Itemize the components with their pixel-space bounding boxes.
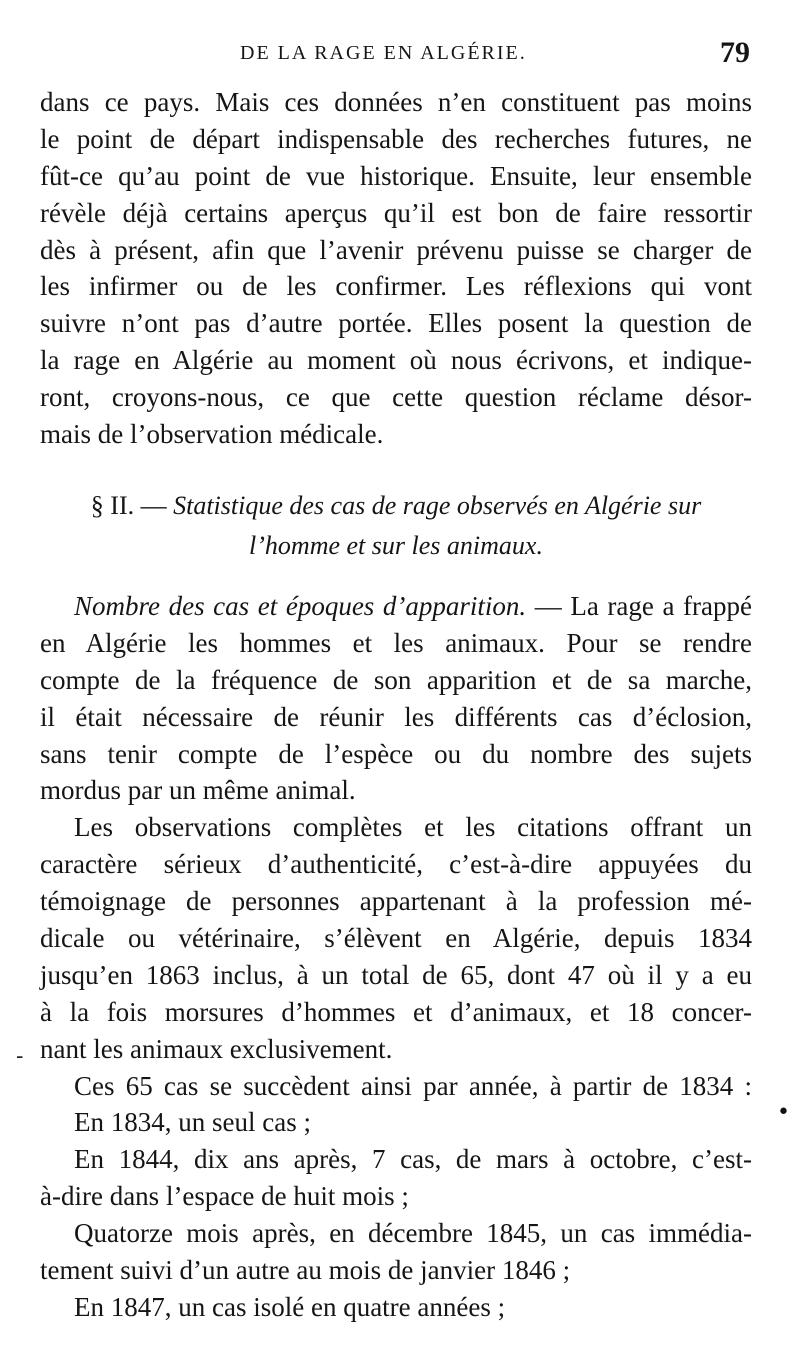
text-line: Les observations complètes et les citations offrant un — [74, 812, 752, 843]
text-line: fût-ce qu’au point de vue historique. Ensuite, leur ensemble — [40, 160, 752, 191]
text-line: dans ce pays. Mais ces données n’en constituent pas moins — [40, 87, 752, 117]
text-line: ront, croyons-nous, ce que cette question réclame désor- — [40, 382, 752, 413]
text-line: à-dire dans l’espace de huit mois ; — [40, 1181, 409, 1212]
text-line — [40, 588, 752, 625]
text-line: suivre n’ont pas d’autre portée. Elles posent la question de — [40, 308, 752, 339]
text-line: dès à présent, afin que l’avenir prévenu puisse se charger de — [40, 234, 752, 265]
margin-dot: • — [777, 1100, 790, 1125]
text-line: en Algérie les hommes et les animaux. Pour se rendre — [40, 627, 752, 658]
page-number: 79 — [720, 36, 750, 69]
paragraph-continued — [40, 84, 752, 453]
lead-continuation: — La rage a frappé — [526, 591, 752, 621]
text-line: En 1834, un seul cas ; — [74, 1107, 311, 1138]
text-line: Ces 65 cas se succèdent ainsi par année, à partir de 1834 : — [74, 1070, 752, 1101]
section-title-line: l’homme et sur les animaux. — [249, 531, 543, 560]
text-line: dicale ou vétérinaire, s’élèvent en Algérie, depuis 1834 — [40, 923, 752, 954]
section-number: § II. — — [90, 491, 167, 520]
text-line: à la fois morsures d’hommes et d’animaux, et 18 concer- — [40, 996, 752, 1027]
text-line: le point de départ indispensable des recherches futures, ne — [40, 123, 752, 154]
page-header — [40, 36, 750, 70]
text-line: sans tenir compte de l’espèce ou du nombre des sujets — [40, 738, 752, 769]
text-line: caractère sérieux d’authenticité, c’est-à-dire appuyées du — [40, 849, 752, 880]
text-line: mais de l’observation médicale. — [40, 419, 384, 450]
text-line: tement suivi d’un autre au mois de janvier 1846 ; — [40, 1255, 571, 1286]
text-line: révèle déjà certains aperçus qu’il est bon de faire ressortir — [40, 197, 752, 228]
margin-mark: - — [16, 1044, 24, 1069]
text-line: mordus par un même animal. — [40, 775, 356, 806]
text-line: témoignage de personnes appartenant à la profession mé- — [40, 886, 752, 917]
text-line: Quatorze mois après, en décembre 1845, un cas immédia- — [74, 1218, 752, 1249]
text-line: nant les animaux exclusivement. — [40, 1033, 393, 1064]
text-line: En 1847, un cas isolé en quatre années ; — [74, 1291, 506, 1322]
paragraph-lead: Nombre des cas et époques d’apparition. — [74, 591, 527, 621]
running-title: DE LA RAGE EN ALGÉRIE. — [240, 42, 527, 64]
section-title-line: Statistique des cas de rage observés en Algérie sur — [173, 491, 702, 520]
section-heading — [40, 486, 752, 566]
text-line: compte de la fréquence de son apparition et de sa marche, — [40, 664, 752, 695]
section-body — [40, 588, 752, 1326]
text-line: il était nécessaire de réunir les différents cas d’éclosion, — [40, 701, 752, 732]
text-line: la rage en Algérie au moment où nous écrivons, et indique- — [40, 345, 752, 376]
text-line: jusqu’en 1863 inclus, à un total de 65, dont 47 où il y a eu — [40, 959, 752, 990]
text-line: En 1844, dix ans après, 7 cas, de mars à octobre, c’est- — [74, 1144, 752, 1175]
text-line: les infirmer ou de les confirmer. Les réflexions qui vont — [40, 271, 752, 302]
